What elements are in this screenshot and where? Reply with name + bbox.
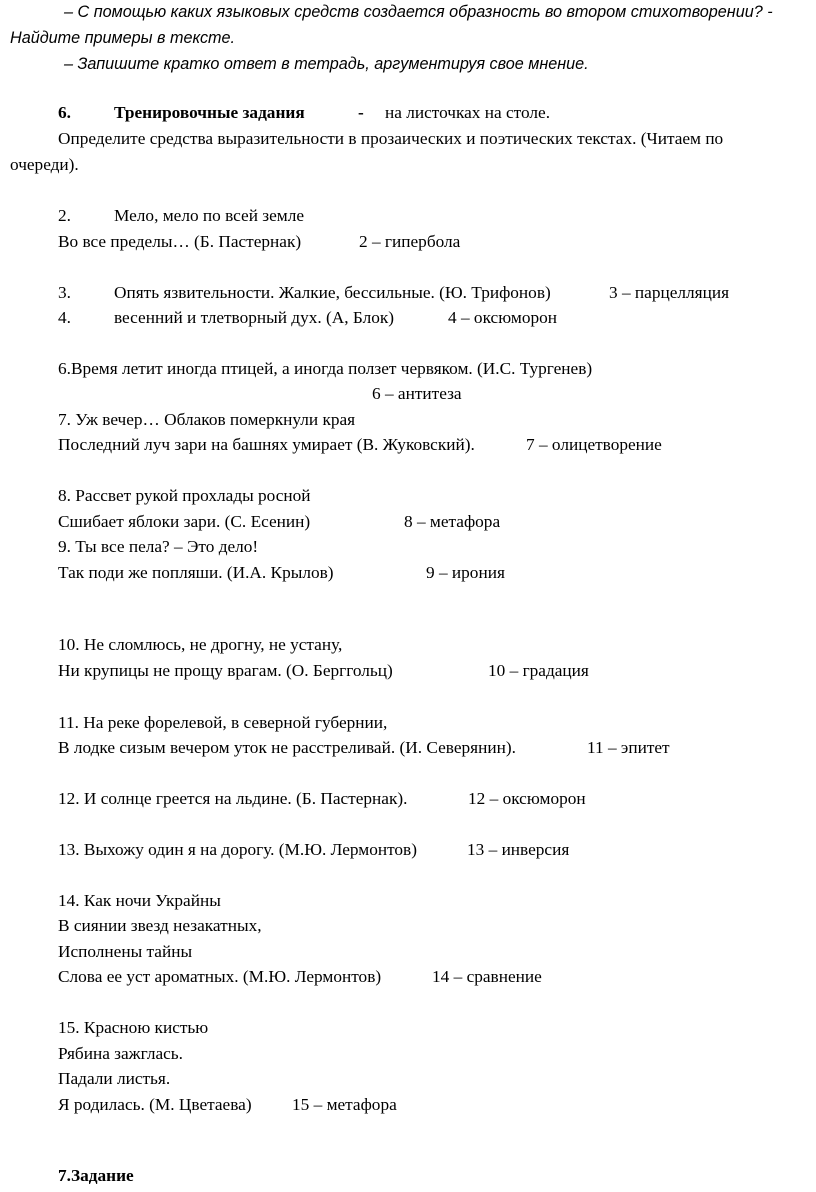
item-15-answer: 15 – метафора [292,1095,397,1114]
item-14-line-3: Исполнены тайны [58,942,193,961]
item-2-answer: 2 – гипербола [359,232,461,251]
item-4-number: 4. [58,308,71,327]
item-8-line-2: Сшибает яблоки зари. (С. Есенин) [58,512,311,531]
section-6-dash: - [358,103,364,122]
item-4-line-1: весенний и тлетворный дух. (А, Блок) [114,308,395,327]
item-12-answer: 12 – оксюморон [468,789,586,808]
item-9-line-2: Так поди же попляши. (И.А. Крылов) [58,563,334,582]
item-3-answer: 3 – парцелляция [609,283,730,302]
item-14-answer: 14 – сравнение [432,967,542,986]
section-7-title: 7.Задание [58,1166,134,1185]
item-9-answer: 9 – ирония [426,563,505,582]
item-2-line-2: Во все пределы… (Б. Пастернак) [58,232,302,251]
item-11-line-1: 11. На реке форелевой, в северной губернии, [58,713,388,732]
item-8-line-1: 8. Рассвет рукой прохлады росной [58,486,311,505]
section-6-instruction: Определите средства выразительности в прозаических и поэтических текстах. (Читаем по [58,129,724,148]
item-15-line-1: 15. Красною кистью [58,1018,209,1037]
item-10-line-2: Ни крупицы не прощу врагам. (О. Берггольц) [58,661,393,680]
item-14-line-2: В сиянии звезд незакатных, [58,916,262,935]
item-8-answer: 8 – метафора [404,512,501,531]
item-14-line-4: Слова ее уст ароматных. (М.Ю. Лермонтов) [58,967,382,986]
item-10-line-1: 10. Не сломлюсь, не дрогну, не устану, [58,635,343,654]
item-3-number: 3. [58,283,71,302]
item-3-line-1: Опять язвительности. Жалкие, бессильные. (Ю. Трифонов) [114,283,551,302]
section-6-location: на листочках на столе. [385,103,551,122]
item-7-line-1: 7. Уж вечер… Облаков померкнули края [58,410,356,429]
item-2-number: 2. [58,206,71,225]
section-6-number: 6. [58,103,71,122]
item-15-line-2: Рябина зажглась. [58,1044,183,1063]
item-6-answer: 6 – антитеза [372,384,462,403]
item-12-line-1: 12. И солнце греется на льдине. (Б. Пастернак). [58,789,408,808]
item-2-line-1: Мело, мело по всей земле [114,206,305,225]
item-15-line-4: Я родилась. (М. Цветаева) [58,1095,252,1114]
item-4-answer: 4 – оксюморон [448,308,557,327]
item-13-answer: 13 – инверсия [467,840,570,859]
item-14-line-1: 14. Как ночи Украйны [58,891,221,910]
item-10-answer: 10 – градация [488,661,589,680]
item-11-line-2: В лодке сизым вечером уток не расстреливай. (И. Северянин). [58,738,516,757]
item-11-answer: 11 – эпитет [587,738,670,757]
item-7-answer: 7 – олицетворение [526,435,662,454]
section-6-instruction-cont: очереди). [10,155,79,174]
question-imagery-cont: Найдите примеры в тексте. [10,29,236,47]
item-9-line-1: 9. Ты все пела? – Это дело! [58,537,259,556]
item-13-line-1: 13. Выхожу один я на дорогу. (М.Ю. Лермонтов) [58,840,417,859]
item-6-line-1: 6.Время летит иногда птицей, а иногда ползет червяком. (И.С. Тургенев) [58,359,593,378]
item-15-line-3: Падали листья. [58,1069,171,1088]
item-7-line-2: Последний луч зари на башнях умирает (В. Жуковский). [58,435,475,454]
question-write-answer: – Запишите кратко ответ в тетрадь, аргументируя свое мнение. [64,55,589,73]
section-6-title: Тренировочные задания [114,103,305,122]
question-imagery: – С помощью каких языковых средств создается образность во втором стихотворении? - [64,3,773,21]
